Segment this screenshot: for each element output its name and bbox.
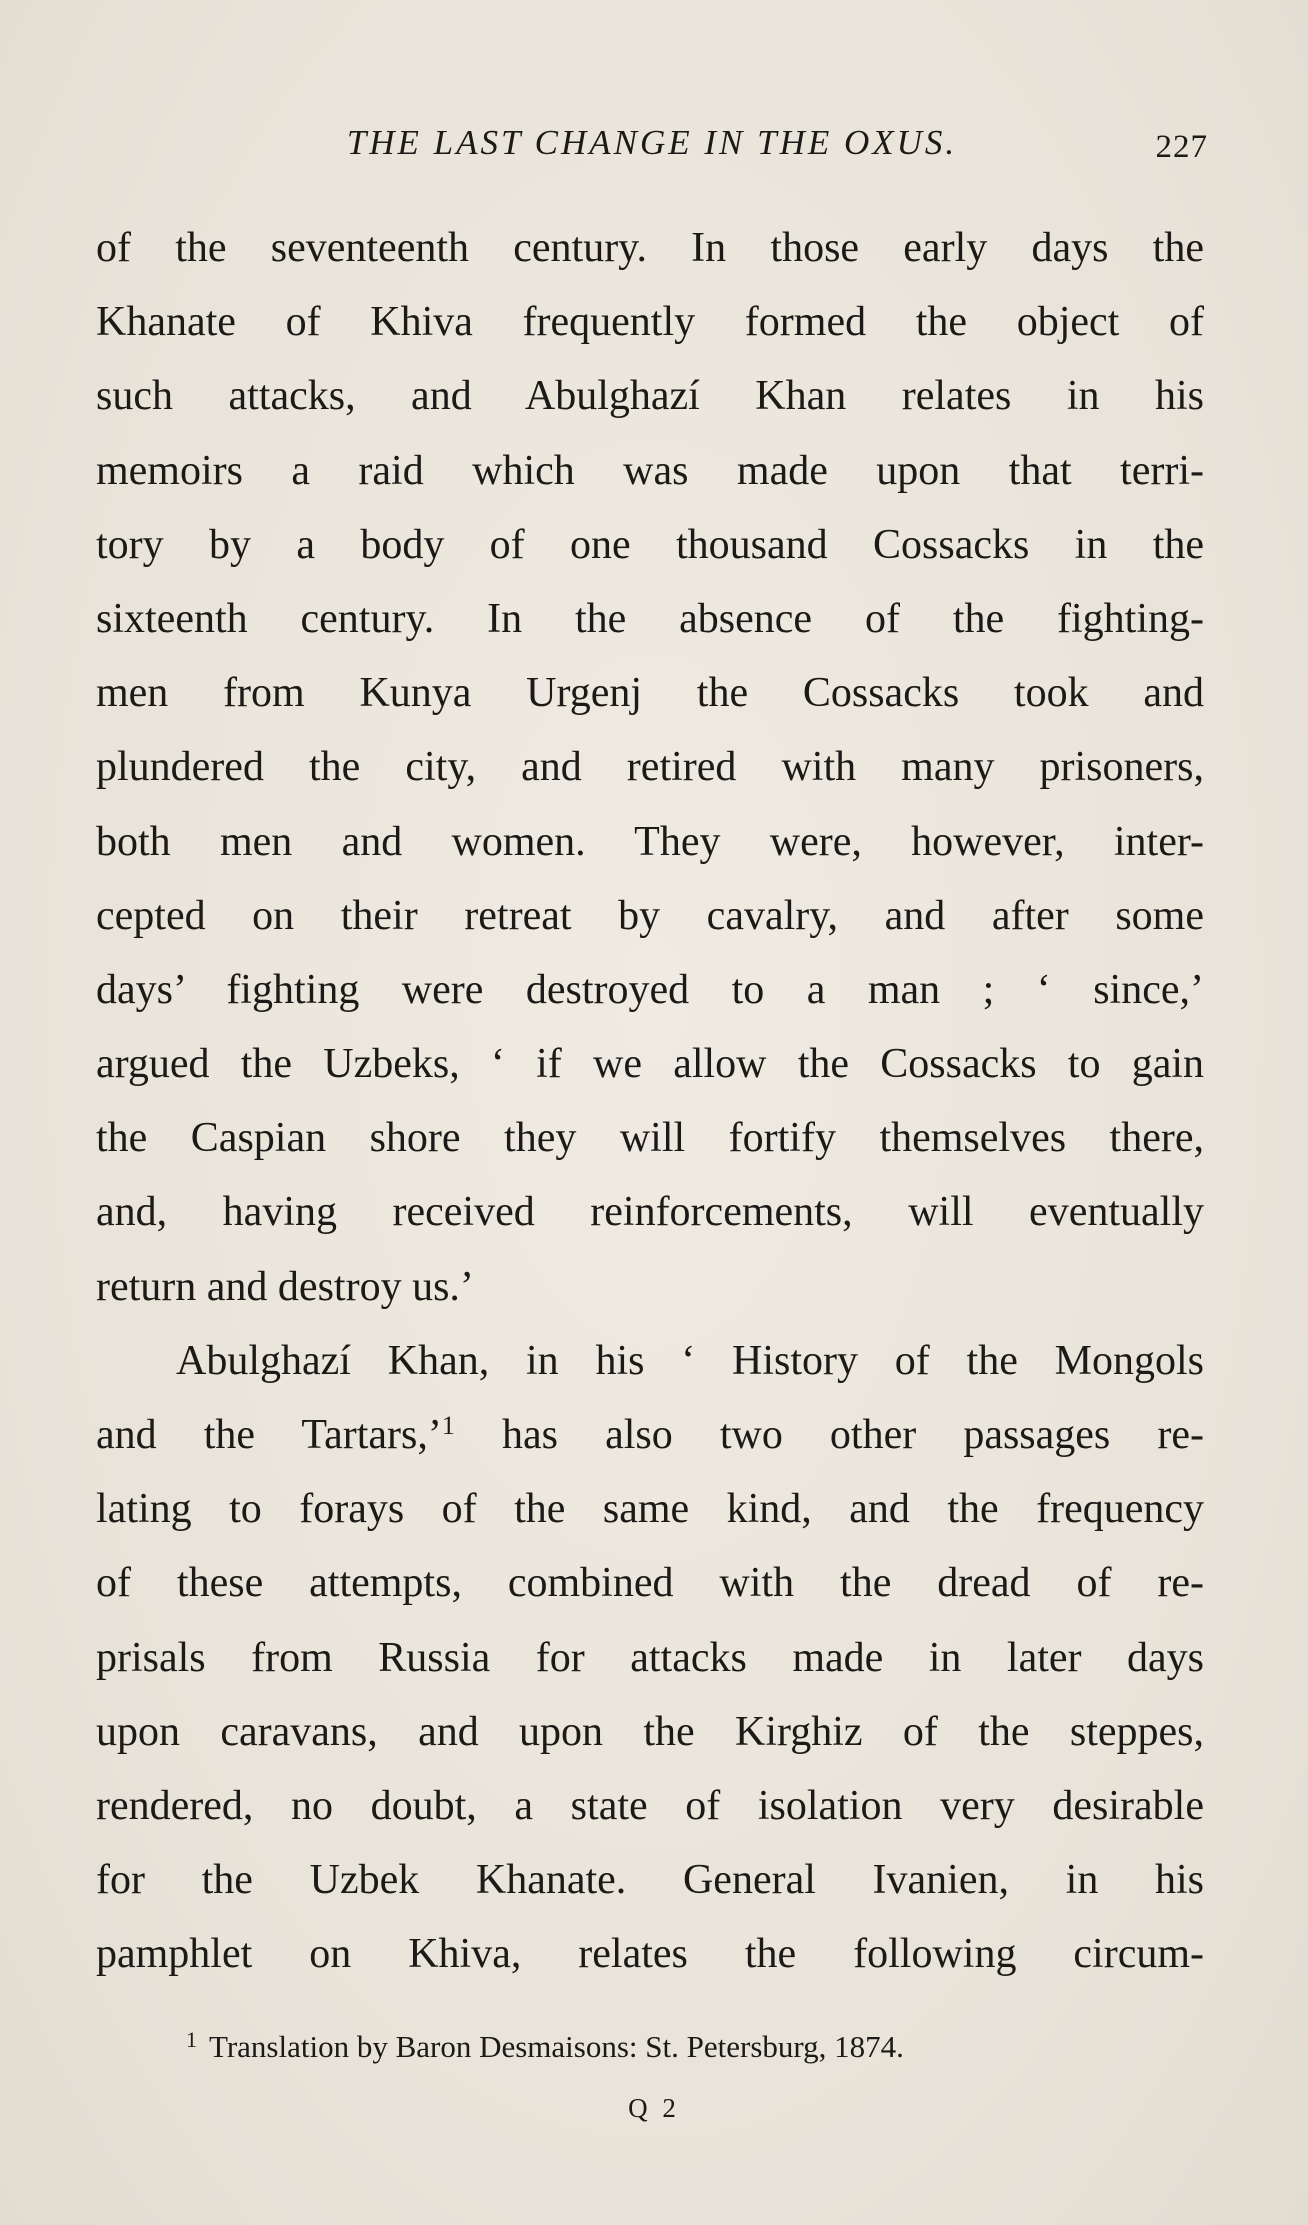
text-line: Abulghazí Khan, in his ‘ History of the Mongols bbox=[176, 1337, 1204, 1384]
text-line: the Caspian shore they will fortify themselves there, bbox=[96, 1115, 1204, 1162]
text-line: days’ fighting were destroyed to a man ; ‘ since,’ bbox=[96, 966, 1204, 1013]
text-line: return and destroy us.’ bbox=[96, 1263, 474, 1310]
text-line: for the Uzbek Khanate. General Ivanien, in his bbox=[96, 1857, 1204, 1904]
running-title: THE LAST CHANGE IN THE OXUS. bbox=[346, 123, 958, 162]
text-line: of the seventeenth century. In those early days the bbox=[96, 225, 1204, 271]
text-line-with-footnote-ref bbox=[96, 1398, 1204, 1472]
text-line: sixteenth century. In the absence of the fighting- bbox=[96, 595, 1204, 642]
text-line: tory by a body of one thousand Cossacks in the bbox=[96, 521, 1204, 568]
footnote-text: Translation by Baron Desmaisons: St. Petersburg, 1874. bbox=[209, 2029, 904, 2064]
text-line: lating to forays of the same kind, and the frequency bbox=[96, 1486, 1204, 1533]
text-line: both men and women. They were, however, inter- bbox=[96, 818, 1204, 865]
body-text bbox=[96, 211, 1204, 1992]
text-line: argued the Uzbeks, ‘ if we allow the Cossacks to gain bbox=[96, 1041, 1204, 1088]
page-number: 227 bbox=[1155, 129, 1208, 165]
signature-mark: Q 2 bbox=[628, 2093, 680, 2123]
running-head bbox=[96, 118, 1208, 168]
text-line: prisals from Russia for attacks made in later days bbox=[96, 1634, 1204, 1681]
text-line: pamphlet on Khiva, relates the following circum- bbox=[96, 1931, 1204, 1978]
text-fragment: and the Tartars,’ bbox=[96, 1412, 442, 1458]
footnote-mark: 1 bbox=[186, 2027, 197, 2052]
footnote-reference: 1 bbox=[441, 1411, 455, 1440]
text-line: Khanate of Khiva frequently formed the object of bbox=[96, 299, 1204, 346]
text-line: memoirs a raid which was made upon that terri- bbox=[96, 447, 1204, 494]
text-line: such attacks, and Abulghazí Khan relates in his bbox=[96, 373, 1204, 420]
text-line: rendered, no doubt, a state of isolation very desirable bbox=[96, 1782, 1204, 1829]
text-line: upon caravans, and upon the Kirghiz of the steppes, bbox=[96, 1708, 1204, 1755]
text-line: cepted on their retreat by cavalry, and after some bbox=[96, 892, 1204, 939]
text-line: and, having received reinforcements, will eventually bbox=[96, 1189, 1204, 1236]
text-line: men from Kunya Urgenj the Cossacks took and bbox=[96, 670, 1204, 717]
text-line: of these attempts, combined with the dread of re- bbox=[96, 1560, 1204, 1607]
text-fragment: has also two other passages re- bbox=[454, 1412, 1204, 1458]
text-line: plundered the city, and retired with many prisoners, bbox=[96, 744, 1204, 791]
footnote bbox=[186, 2018, 904, 2069]
